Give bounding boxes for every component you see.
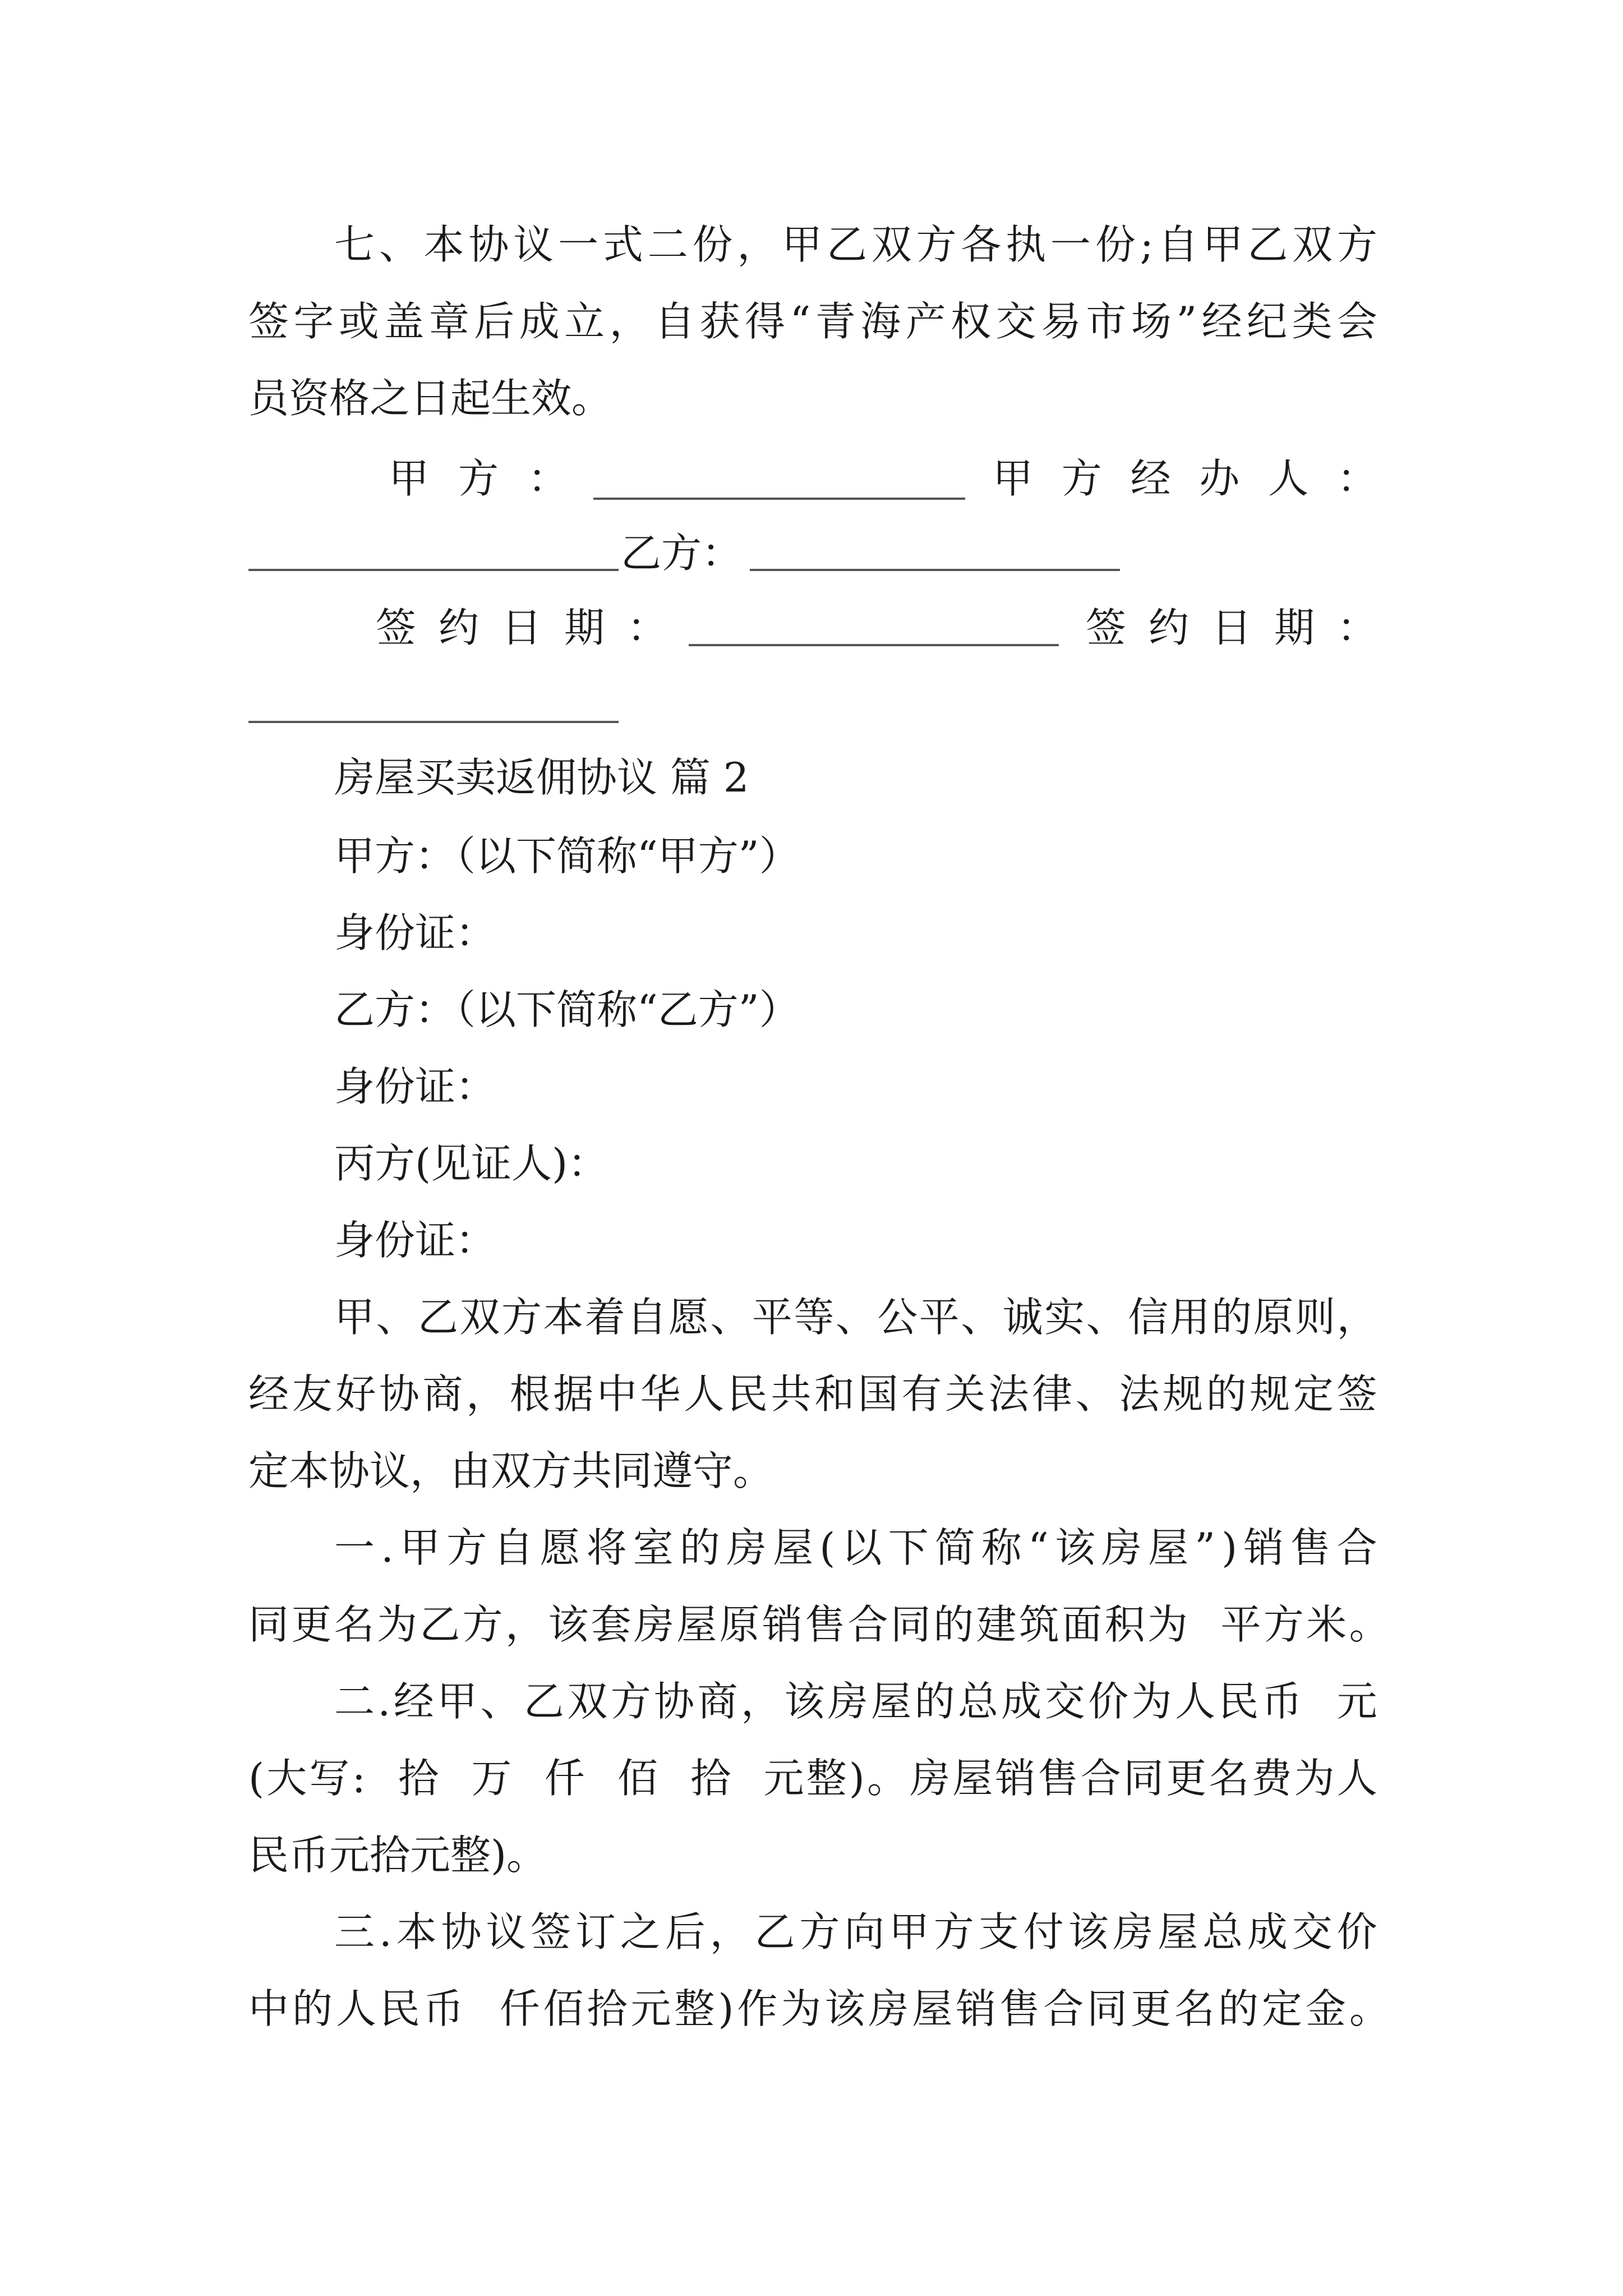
intro-line-2: 经 友 好 协 商 ， 根 据 中 华 人 民 共 和 国 有 关 法 律 、 法 规 的 规 定 签: [248, 1370, 1377, 1418]
intro-line-1: 甲 、 乙 双 方 本 着 自 愿 、 平 等 、 公 平 、 诚 实 、 信 用 的 原 则 ，: [334, 1294, 1377, 1341]
signature-party-a-blank: [593, 498, 965, 500]
party-a-id-line: 身份证：: [334, 909, 496, 956]
article-1-line-1: 一 . 甲 方 自 愿 将 室 的 房 屋 ( 以 下 简 称 “ 该 房 屋 ” ) 销 售 合: [334, 1524, 1377, 1571]
signature-party-a-agent-blank: [248, 569, 619, 571]
article-2-line-3: 民币元拾元整)。: [248, 1832, 547, 1879]
signature-date-right-blank: [248, 721, 619, 723]
party-c-line: 丙方(见证人)：: [334, 1140, 608, 1187]
signature-party-b-blank: [750, 569, 1120, 571]
party-b-id-line: 身份证：: [334, 1063, 496, 1110]
article-3-line-2: 中 的 人 民 币 仟 佰 拾 元 整 ) 作 为 该 房 屋 销 售 合 同 更 名 的 定 金 。: [248, 1985, 1390, 2032]
intro-line-3: 定本协议，由双方共同遵守。: [248, 1447, 774, 1494]
party-a-line: 甲方：（以下简称“甲方”）: [334, 832, 800, 880]
article-2-line-2: ( 大 写 : 拾 万 仟 佰 拾 元 整 ) 。 房 屋 销 售 合 同 更 名 费 为 人: [248, 1755, 1377, 1802]
article-7-line-3: 员资格之日起生效。: [248, 375, 612, 422]
signature-date-left-blank: [689, 644, 1059, 646]
signature-party-b-label: 乙方：: [621, 530, 743, 577]
signature-date-right-label: 签 约 日 期 ：: [1086, 604, 1377, 651]
article-7-line-1: 七 、 本 协 议 一 式 二 份 ， 甲 乙 双 方 各 执 一 份 ; 自 甲 乙 双 方: [334, 221, 1377, 268]
article-2-line-1: 二 . 经 甲 、 乙 双 方 协 商 ， 该 房 屋 的 总 成 交 价 为 人 民 币 元: [334, 1678, 1377, 1725]
article-1-line-2: 同 更 名 为 乙 方 ， 该 套 房 屋 原 销 售 合 同 的 建 筑 面 积 为 平 方 米 。: [248, 1601, 1390, 1648]
article-7-line-2: 签 字 或 盖 章 后 成 立 ， 自 获 得 “ 青 海 产 权 交 易 市 场 ” 经 纪 类 会: [248, 298, 1377, 345]
section-title: 房屋买卖返佣协议 篇 2: [334, 754, 749, 801]
signature-date-left-label: 签 约 日 期 ：: [376, 604, 667, 651]
party-b-line: 乙方：（以下简称“乙方”）: [334, 986, 800, 1033]
signature-party-a-label: 甲 方 ：: [389, 455, 568, 502]
party-c-id-line: 身份证：: [334, 1217, 496, 1264]
signature-party-a-agent-label: 甲 方 经 办 人 ：: [993, 455, 1377, 502]
article-3-line-1: 三 . 本 协 议 签 订 之 后 ， 乙 方 向 甲 方 支 付 该 房 屋 总 成 交 价: [334, 1908, 1377, 1955]
